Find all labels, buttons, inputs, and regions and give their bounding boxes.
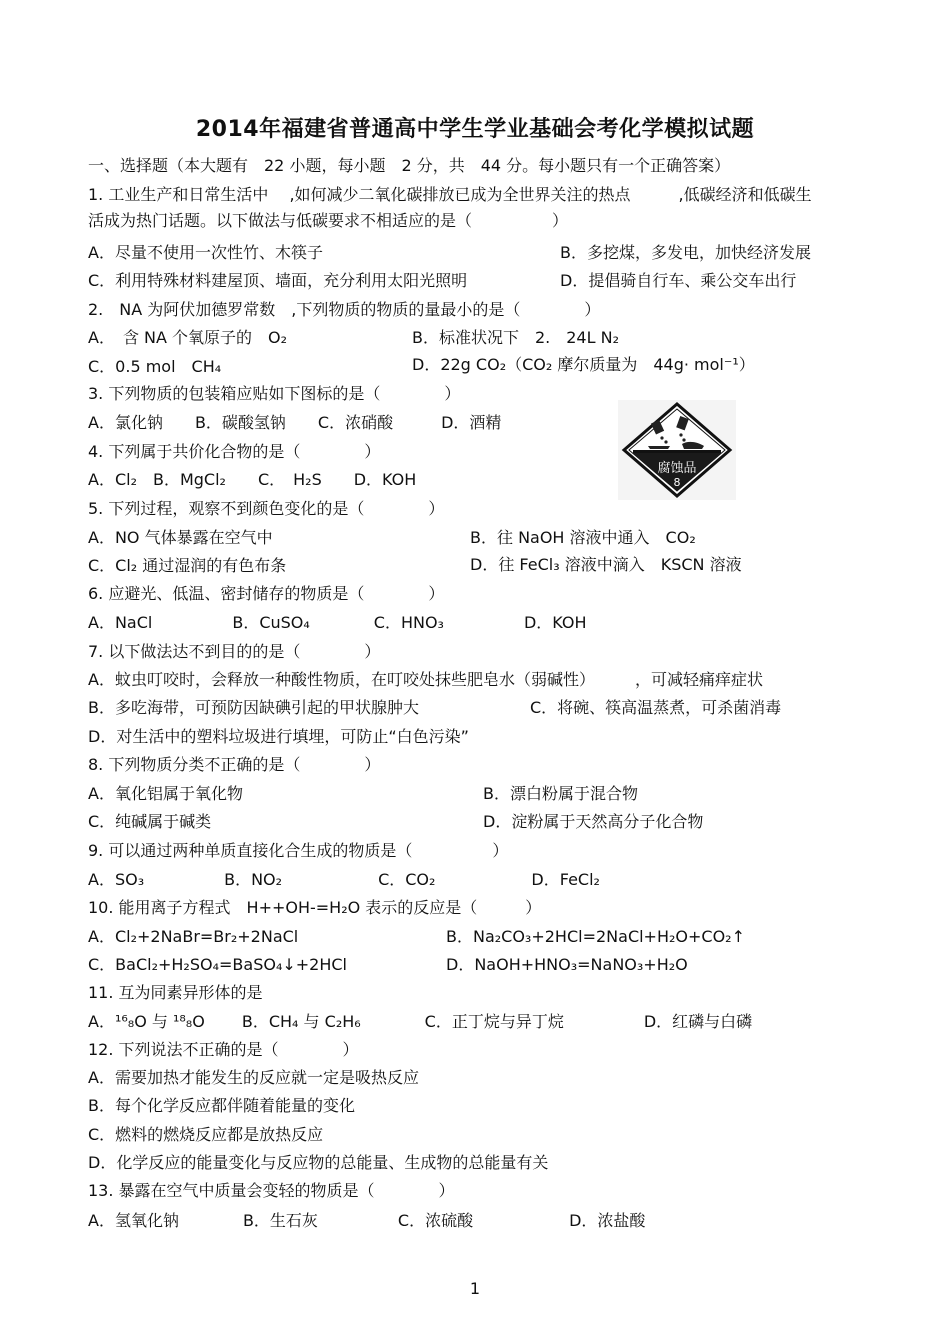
q12-option-a: A．需要加热才能发生的反应就一定是吸热反应 (88, 1068, 419, 1087)
q10-option-d: D．NaOH+HNO₃=NaNO₃+H₂O (446, 955, 688, 974)
q5-option-d: D．往 FeCl₃ 溶液中滴入 KSCN 溶液 (470, 555, 742, 574)
q3-stem: 3. 下列物质的包装箱应贴如下图标的是（ ） (88, 384, 461, 403)
q1-stem-line2: 活成为热门话题。以下做法与低碳要求不相适应的是（ ） (88, 211, 569, 230)
q1-option-d: D．提倡骑自行车、乘公交车出行 (560, 271, 797, 290)
q10-option-c: C．BaCl₂+H₂SO₄=BaSO₄↓+2HCl (88, 955, 347, 974)
page-number: 1 (469, 1279, 481, 1298)
corrosive-hazard-sign (618, 400, 736, 500)
q2-stem: 2. NA 为阿伏加德罗常数 ,下列物质的物质的量最小的是（ ） (88, 300, 601, 319)
q3-options: A．氯化钠 B．碳酸氢钠 C．浓硝酸 D．酒精 (88, 413, 502, 432)
q6-options: A．NaCl B．CuSO₄ C．HNO₃ D．KOH (88, 613, 587, 632)
q7-option-d: D．对生活中的塑料垃圾进行填埋，可防止“白色污染” (88, 727, 469, 746)
q12-option-d: D．化学反应的能量变化与反应物的总能量、生成物的总能量有关 (88, 1153, 549, 1172)
q2-option-d: D．22g CO₂（CO₂ 摩尔质量为 44g· mol⁻¹） (412, 355, 755, 374)
q10-option-b: B．Na₂CO₃+2HCl=2NaCl+H₂O+CO₂↑ (446, 927, 745, 946)
q1-option-b: B．多挖煤，多发电，加快经济发展 (560, 243, 811, 262)
q5-stem: 5. 下列过程，观察不到颜色变化的是（ ） (88, 499, 445, 518)
q9-stem: 9. 可以通过两种单质直接化合生成的物质是（ ） (88, 841, 509, 860)
q11-stem: 11. 互为同素异形体的是 (88, 983, 263, 1002)
q5-option-c: C．Cl₂ 通过湿润的有色布条 (88, 556, 287, 575)
q12-stem: 12. 下列说法不正确的是（ ） (88, 1040, 359, 1059)
q8-option-d: D．淀粉属于天然高分子化合物 (483, 812, 704, 831)
q7-option-b: B．多吃海带，可预防因缺碘引起的甲状腺肿大 (88, 698, 419, 717)
sign-label: 腐蚀品 (657, 461, 697, 476)
section-header: 一、选择题（本大题有 22 小题，每小题 2 分，共 44 分。每小题只有一个正确答案） (88, 156, 731, 175)
q5-option-b: B．往 NaOH 溶液中通入 CO₂ (470, 528, 696, 547)
q9-options: A．SO₃ B．NO₂ C．CO₂ D．FeCl₂ (88, 870, 600, 889)
q5-option-a: A．NO 气体暴露在空气中 (88, 528, 273, 547)
q1-option-a: A．尽量不使用一次性竹、木筷子 (88, 243, 323, 262)
q4-options: A．Cl₂ B．MgCl₂ C． H₂S D．KOH (88, 470, 417, 489)
q13-stem: 13. 暴露在空气中质量会变轻的物质是（ ） (88, 1181, 455, 1200)
q7-option-c: C．将碗、筷高温蒸煮，可杀菌消毒 (530, 698, 782, 717)
q12-option-c: C．燃料的燃烧反应都是放热反应 (88, 1125, 324, 1144)
q8-option-a: A．氧化铝属于氧化物 (88, 784, 243, 803)
q2-option-b: B．标准状况下 2. 24L N₂ (412, 328, 619, 347)
q10-stem: 10. 能用离子方程式 H++OH-=H₂O 表示的反应是（ ） (88, 898, 542, 917)
q7-stem: 7. 以下做法达不到目的的是（ ） (88, 642, 381, 661)
q4-stem: 4. 下列属于共价化合物的是（ ） (88, 442, 381, 461)
q8-option-b: B．漂白粉属于混合物 (483, 784, 638, 803)
q1-option-c: C．利用特殊材料建屋顶、墙面，充分利用太阳光照明 (88, 271, 468, 290)
q2-option-c: C．0.5 mol CH₄ (88, 357, 222, 376)
q11-options: A．¹⁶₈O 与 ¹⁸₈O B．CH₄ 与 C₂H₆ C．正丁烷与异丁烷 D．红磷与白磷 (88, 1012, 753, 1031)
q2-option-a: A． 含 NA 个氧原子的 O₂ (88, 328, 288, 347)
q7-option-a: A．蚊虫叮咬时，会释放一种酸性物质，在叮咬处抹些肥皂水（弱碱性） ，可减轻痛痒症状 (88, 670, 763, 689)
q8-option-c: C．纯碱属于碱类 (88, 812, 212, 831)
q13-options: A．氢氧化钠 B．生石灰 C．浓硫酸 D．浓盐酸 (88, 1211, 646, 1230)
q1-stem-line1: 1. 工业生产和日常生活中 ,如何减少二氧化碳排放已成为全世界关注的热点 ,低碳经济和低碳生 (88, 185, 812, 204)
sign-number: 8 (673, 476, 681, 489)
q6-stem: 6. 应避光、低温、密封储存的物质是（ ） (88, 584, 445, 603)
q10-option-a: A．Cl₂+2NaBr=Br₂+2NaCl (88, 927, 299, 946)
page-title: 2014年福建省普通高中学生学业基础会考化学模拟试题 (195, 117, 755, 142)
q8-stem: 8. 下列物质分类不正确的是（ ） (88, 755, 381, 774)
q12-option-b: B．每个化学反应都伴随着能量的变化 (88, 1096, 355, 1115)
